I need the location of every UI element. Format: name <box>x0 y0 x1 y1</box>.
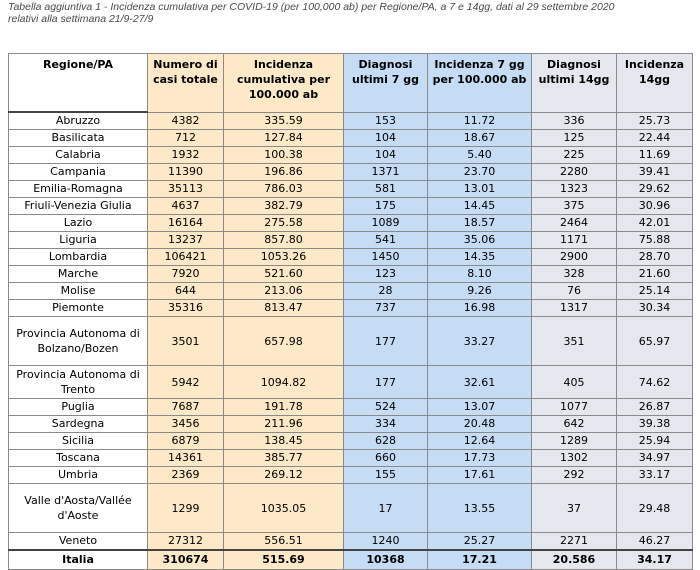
value-cell: 2464 <box>532 215 617 232</box>
table-row <box>9 484 693 533</box>
value-cell: 2369 <box>148 467 224 484</box>
value-cell: 17.73 <box>428 450 532 467</box>
region-cell: Provincia Autonoma di Trento <box>9 366 148 399</box>
value-cell: 556.51 <box>224 533 344 551</box>
table-row <box>9 399 693 416</box>
table-row <box>9 249 693 266</box>
value-cell: 33.27 <box>428 317 532 366</box>
value-cell: 177 <box>344 366 428 399</box>
value-cell: 3501 <box>148 317 224 366</box>
value-cell: 9.26 <box>428 283 532 300</box>
value-cell: 25.27 <box>428 533 532 551</box>
table-row <box>9 433 693 450</box>
value-cell: 213.06 <box>224 283 344 300</box>
value-cell: 1053.26 <box>224 249 344 266</box>
region-cell: Molise <box>9 283 148 300</box>
region-cell: Marche <box>9 266 148 283</box>
value-cell: 336 <box>532 112 617 130</box>
value-cell: 20.586 <box>532 550 617 570</box>
value-cell: 46.27 <box>617 533 693 551</box>
value-cell: 211.96 <box>224 416 344 433</box>
caption-line-2: relativi alla settimana 21/9-27/9 <box>8 13 154 25</box>
value-cell: 13.55 <box>428 484 532 533</box>
table-row <box>9 533 693 551</box>
region-cell: Umbria <box>9 467 148 484</box>
value-cell: 2280 <box>532 164 617 181</box>
value-cell: 17 <box>344 484 428 533</box>
value-cell: 628 <box>344 433 428 450</box>
value-cell: 74.62 <box>617 366 693 399</box>
table-row <box>9 198 693 215</box>
caption-line-1: Tabella aggiuntiva 1 - Incidenza cumulativa per COVID-19 (per 100,000 ab) per Regione/PA, a 7 e 14gg, dati al 29 settembre 2020 <box>8 1 615 13</box>
value-cell: 7920 <box>148 266 224 283</box>
table-row <box>9 317 693 366</box>
value-cell: 39.38 <box>617 416 693 433</box>
value-cell: 1089 <box>344 215 428 232</box>
value-cell: 14.35 <box>428 249 532 266</box>
value-cell: 11390 <box>148 164 224 181</box>
value-cell: 153 <box>344 112 428 130</box>
value-cell: 175 <box>344 198 428 215</box>
header-row <box>9 54 693 113</box>
value-cell: 20.48 <box>428 416 532 433</box>
value-cell: 35316 <box>148 300 224 317</box>
value-cell: 22.44 <box>617 130 693 147</box>
value-cell: 7687 <box>148 399 224 416</box>
column-header: Numero di casi totale <box>148 54 224 113</box>
value-cell: 14.45 <box>428 198 532 215</box>
value-cell: 1371 <box>344 164 428 181</box>
table-row <box>9 366 693 399</box>
value-cell: 1240 <box>344 533 428 551</box>
table-row <box>9 266 693 283</box>
region-cell: Piemonte <box>9 300 148 317</box>
value-cell: 385.77 <box>224 450 344 467</box>
value-cell: 12.64 <box>428 433 532 450</box>
value-cell: 405 <box>532 366 617 399</box>
value-cell: 1094.82 <box>224 366 344 399</box>
value-cell: 21.60 <box>617 266 693 283</box>
region-cell: Sicilia <box>9 433 148 450</box>
region-cell: Italia <box>9 550 148 570</box>
value-cell: 813.47 <box>224 300 344 317</box>
value-cell: 292 <box>532 467 617 484</box>
table-header <box>9 54 693 113</box>
value-cell: 25.94 <box>617 433 693 450</box>
value-cell: 32.61 <box>428 366 532 399</box>
value-cell: 42.01 <box>617 215 693 232</box>
value-cell: 310674 <box>148 550 224 570</box>
value-cell: 4637 <box>148 198 224 215</box>
value-cell: 26.87 <box>617 399 693 416</box>
region-cell: Sardegna <box>9 416 148 433</box>
value-cell: 857.80 <box>224 232 344 249</box>
value-cell: 28 <box>344 283 428 300</box>
value-cell: 196.86 <box>224 164 344 181</box>
column-header: Diagnosi ultimi 7 gg <box>344 54 428 113</box>
value-cell: 11.72 <box>428 112 532 130</box>
value-cell: 524 <box>344 399 428 416</box>
table-row <box>9 467 693 484</box>
table-caption <box>8 1 698 25</box>
table-row <box>9 147 693 164</box>
value-cell: 11.69 <box>617 147 693 164</box>
value-cell: 191.78 <box>224 399 344 416</box>
region-cell: Abruzzo <box>9 112 148 130</box>
value-cell: 25.14 <box>617 283 693 300</box>
value-cell: 18.57 <box>428 215 532 232</box>
value-cell: 29.48 <box>617 484 693 533</box>
value-cell: 541 <box>344 232 428 249</box>
region-cell: Emilia-Romagna <box>9 181 148 198</box>
value-cell: 13.01 <box>428 181 532 198</box>
value-cell: 660 <box>344 450 428 467</box>
value-cell: 4382 <box>148 112 224 130</box>
value-cell: 581 <box>344 181 428 198</box>
value-cell: 644 <box>148 283 224 300</box>
value-cell: 2900 <box>532 249 617 266</box>
value-cell: 8.10 <box>428 266 532 283</box>
value-cell: 382.79 <box>224 198 344 215</box>
value-cell: 1450 <box>344 249 428 266</box>
value-cell: 127.84 <box>224 130 344 147</box>
region-cell: Liguria <box>9 232 148 249</box>
region-cell: Lazio <box>9 215 148 232</box>
value-cell: 16164 <box>148 215 224 232</box>
table-row <box>9 283 693 300</box>
value-cell: 1077 <box>532 399 617 416</box>
table-row <box>9 164 693 181</box>
value-cell: 34.17 <box>617 550 693 570</box>
value-cell: 28.70 <box>617 249 693 266</box>
table-row <box>9 450 693 467</box>
value-cell: 29.62 <box>617 181 693 198</box>
value-cell: 1323 <box>532 181 617 198</box>
value-cell: 35.06 <box>428 232 532 249</box>
value-cell: 30.96 <box>617 198 693 215</box>
value-cell: 2271 <box>532 533 617 551</box>
value-cell: 25.73 <box>617 112 693 130</box>
value-cell: 225 <box>532 147 617 164</box>
value-cell: 37 <box>532 484 617 533</box>
table-row <box>9 112 693 130</box>
region-cell: Veneto <box>9 533 148 551</box>
value-cell: 33.17 <box>617 467 693 484</box>
region-cell: Calabria <box>9 147 148 164</box>
value-cell: 1171 <box>532 232 617 249</box>
value-cell: 6879 <box>148 433 224 450</box>
region-cell: Toscana <box>9 450 148 467</box>
value-cell: 106421 <box>148 249 224 266</box>
value-cell: 27312 <box>148 533 224 551</box>
region-cell: Basilicata <box>9 130 148 147</box>
value-cell: 34.97 <box>617 450 693 467</box>
value-cell: 104 <box>344 130 428 147</box>
table-body <box>9 112 693 570</box>
value-cell: 334 <box>344 416 428 433</box>
value-cell: 13.07 <box>428 399 532 416</box>
value-cell: 123 <box>344 266 428 283</box>
value-cell: 712 <box>148 130 224 147</box>
value-cell: 786.03 <box>224 181 344 198</box>
value-cell: 76 <box>532 283 617 300</box>
value-cell: 737 <box>344 300 428 317</box>
value-cell: 14361 <box>148 450 224 467</box>
value-cell: 35113 <box>148 181 224 198</box>
table-row <box>9 181 693 198</box>
value-cell: 16.98 <box>428 300 532 317</box>
value-cell: 328 <box>532 266 617 283</box>
value-cell: 5942 <box>148 366 224 399</box>
region-cell: Provincia Autonoma di Bolzano/Bozen <box>9 317 148 366</box>
value-cell: 23.70 <box>428 164 532 181</box>
value-cell: 18.67 <box>428 130 532 147</box>
table-row <box>9 130 693 147</box>
column-header: Diagnosi ultimi 14gg <box>532 54 617 113</box>
value-cell: 657.98 <box>224 317 344 366</box>
value-cell: 335.59 <box>224 112 344 130</box>
column-header: Incidenza 7 gg per 100.000 ab <box>428 54 532 113</box>
value-cell: 642 <box>532 416 617 433</box>
value-cell: 39.41 <box>617 164 693 181</box>
region-cell: Campania <box>9 164 148 181</box>
incidence-table <box>8 53 693 570</box>
value-cell: 5.40 <box>428 147 532 164</box>
value-cell: 375 <box>532 198 617 215</box>
value-cell: 1289 <box>532 433 617 450</box>
value-cell: 269.12 <box>224 467 344 484</box>
table-row <box>9 232 693 249</box>
value-cell: 1317 <box>532 300 617 317</box>
value-cell: 521.60 <box>224 266 344 283</box>
value-cell: 515.69 <box>224 550 344 570</box>
region-cell: Lombardia <box>9 249 148 266</box>
value-cell: 30.34 <box>617 300 693 317</box>
region-cell: Valle d'Aosta/Vallée d'Aoste <box>9 484 148 533</box>
value-cell: 17.21 <box>428 550 532 570</box>
value-cell: 1932 <box>148 147 224 164</box>
value-cell: 17.61 <box>428 467 532 484</box>
value-cell: 65.97 <box>617 317 693 366</box>
value-cell: 75.88 <box>617 232 693 249</box>
table-row <box>9 300 693 317</box>
value-cell: 1035.05 <box>224 484 344 533</box>
region-cell: Friuli-Venezia Giulia <box>9 198 148 215</box>
value-cell: 10368 <box>344 550 428 570</box>
column-header: Incidenza 14gg <box>617 54 693 113</box>
column-header: Regione/PA <box>9 54 148 113</box>
table-row <box>9 215 693 232</box>
value-cell: 155 <box>344 467 428 484</box>
value-cell: 177 <box>344 317 428 366</box>
value-cell: 125 <box>532 130 617 147</box>
value-cell: 351 <box>532 317 617 366</box>
region-cell: Puglia <box>9 399 148 416</box>
value-cell: 1302 <box>532 450 617 467</box>
column-header: Incidenza cumulativa per 100.000 ab <box>224 54 344 113</box>
value-cell: 138.45 <box>224 433 344 450</box>
table-row <box>9 416 693 433</box>
value-cell: 100.38 <box>224 147 344 164</box>
value-cell: 1299 <box>148 484 224 533</box>
value-cell: 13237 <box>148 232 224 249</box>
value-cell: 275.58 <box>224 215 344 232</box>
value-cell: 104 <box>344 147 428 164</box>
value-cell: 3456 <box>148 416 224 433</box>
